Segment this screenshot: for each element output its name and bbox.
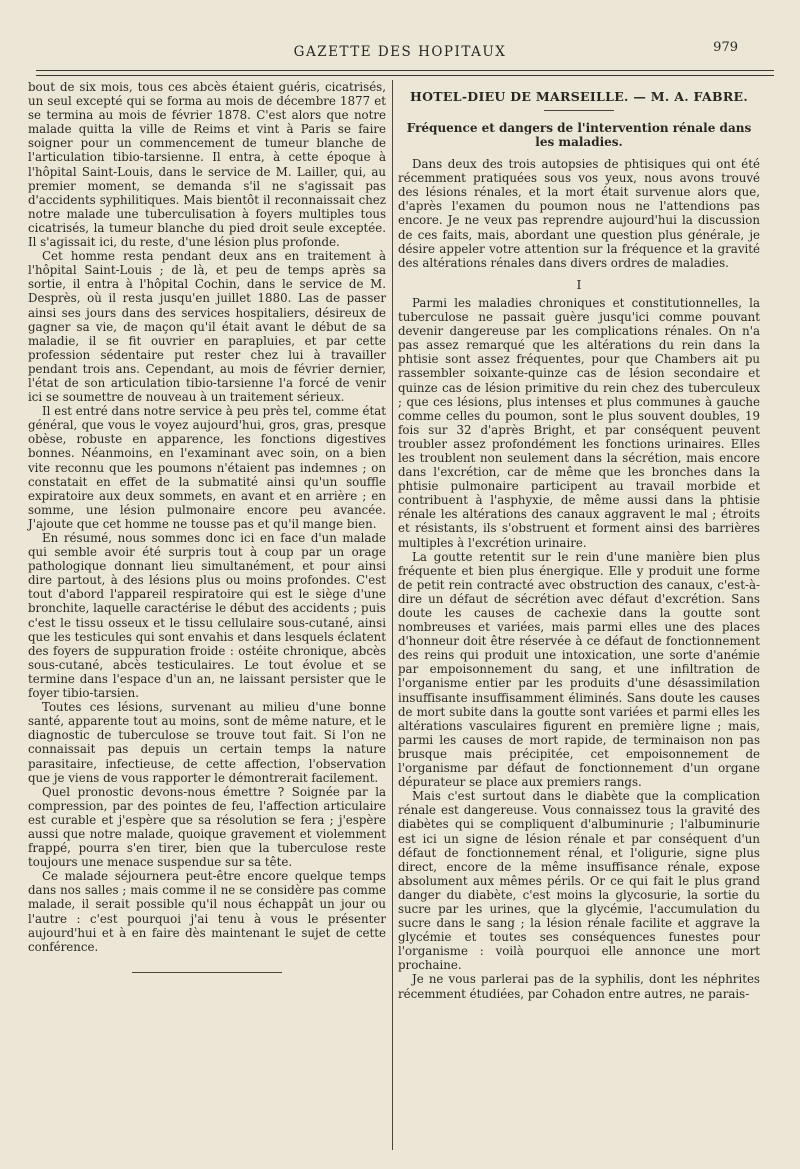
left-paragraph-7: Ce malade séjournera peut-être encore quelque temps dans nos salles ; mais comme il ne se considère pas comme malade, il serait possible qu'il nous échappât un jour ou l'autre : c'est pourquoi j'ai tenu à vous le présenter aujourd'hui et à en faire dès maintenant le sujet de cette conférence. <box>28 869 386 954</box>
article-title: HOTEL-DIEU DE MARSEILLE. — M. A. FABRE. <box>410 89 748 104</box>
right-paragraph-4: Je ne vous parlerai pas de la syphilis, dont les néphrites récemment étudiées, par Cohadon entre autres, ne parais- <box>398 972 760 1001</box>
page-number: 979 <box>713 40 738 55</box>
title-rule <box>544 110 614 111</box>
left-paragraph-5: Toutes ces lésions, survenant au milieu d'une bonne santé, apparente tout au moins, sont de même nature, et le diagnostic de tuberculose se trouve tout fait. Si l'on ne connaissait pas depuis un certain temps la nature parasitaire, infectieuse, de cette affection, l'observation que je viens de vous rapporter le démontrerait facilement. <box>28 700 386 785</box>
left-paragraph-2: Cet homme resta pendant deux ans en traitement à l'hôpital Saint-Louis ; de là, et peu de temps après sa sortie, il entra à l'hôpital Cochin, dans le service de M. Desprès, où il resta jusqu'en juillet 1880. Las de passer ainsi ses jours dans des services hospitaliers, désireux de gagner sa vie, de maçon qu'il était avant le début de sa maladie, il se fit ouvrier en parapluies, et par cette profession sédentaire put rester chez lui à travailler pendant trois ans. Cependant, au mois de février dernier, l'état de son articulation tibio-tarsienne l'a forcé de venir ici se soumettre de nouveau à un traitement sérieux. <box>28 249 386 405</box>
left-column <box>28 80 386 973</box>
article-end-rule <box>132 972 282 973</box>
section-numeral: I <box>576 276 582 292</box>
right-paragraph-1: Parmi les maladies chroniques et constitutionnelles, la tuberculose ne passait guère jusqu'ici comme pouvant devenir dangereuse par les complications rénales. On n'a pas assez remarqué que les altérations du rein dans la phtisie sont assez fréquentes, pour que Chambers ait pu rassembler soixante-quinze cas de lésion secondaire et quinze cas de lésion primitive du rein chez des tuberculeux ; que ces lésions, plus intenses et plus communes à gauche comme celles du poumon, sont le plus souvent doubles, 19 fois sur 32 d'après Bright, et par conséquent peuvent troubler assez profondément les fonctions urinaires. Elles les troublent non seulement dans la sécrétion, mais encore dans l'excrétion, car de même que les bronches dans la phtisie pulmonaire participent au travail morbide et contribuent à l'asphyxie, de même aussi dans la phtisie rénale les altérations des canaux aggravent le mal ; étroits et résistants, ils s'obstruent et forment ainsi des barrières multiples à l'excrétion urinaire. <box>398 295 760 550</box>
left-paragraph-6: Quel pronostic devons-nous émettre ? Soignée par la compression, par des pointes de feu, l'affection articulaire est curable et j'espère que sa résolution se fera ; j'espère aussi que notre malade, quoique gravement et violemment frappé, pourra s'en tirer, bien que la tuberculose reste toujours une menace suspendue sur sa tête. <box>28 784 386 870</box>
left-paragraph-1: bout de six mois, tous ces abcès étaient guéris, cicatrisés, un seul excepté qui se forma au mois de décembre 1877 et se termina au mois de février 1878. C'est alors que notre malade quitta la ville de Reims et vint à Paris se faire soigner pour un commencement de tumeur blanche de l'articulation tibio-tarsienne. Il entra, à cette époque à l'hôpital Saint-Louis, dans le service de M. Lailler, qui, au premier moment, se demanda s'il ne s'agissait pas d'accidents syphilitiques. Mais bientôt il reconnaissait chez notre malade une tuberculisation à foyers multiples tous cicatrisés, la tumeur blanche du pied droit seule exceptée. Il s'agissait ici, du reste, d'une lésion plus profonde. <box>28 80 386 250</box>
article-subtitle: Fréquence et dangers de l'intervention rénale dans les maladies. <box>406 121 752 150</box>
running-head <box>0 40 800 66</box>
right-paragraph-2: La goutte retentit sur le rein d'une manière bien plus fréquente et bien plus énergique. Elle y produit une forme de petit rein contracté avec obstruction des canaux, c'est-à-dire un défaut de sécrétion avec défaut d'excrétion. Sans doute les causes de cachexie dans la goutte sont nombreuses et variées, mais parmi elles une des places d'honneur doit être réservée à ce défaut de fonctionnement des reins qui produit une intoxication, une sorte d'anémie par empoisonnement du sang, et une infiltration de l'organisme entier par les produits d'une désassimilation insuffisante insuffisamment éliminés. Sans doute les causes de mort subite dans la goutte sont variées et parmi elles les altérations vasculaires figurent en première ligne ; mais, parmi les causes de mort rapide, de terminaison non pas brusque mais précipitée, cet empoisonnement de l'organisme par défaut de fonctionnement d'un organe dépurateur se place aux premiers rangs. <box>398 549 760 790</box>
left-paragraph-3: Il est entré dans notre service à peu près tel, comme état général, que vous le voyez aujourd'hui, gros, gras, presque obèse, robuste en apparence, les fonctions digestives bonnes. Néanmoins, en l'examinant avec soin, on a bien vite reconnu que les poumons n'étaient pas indemnes ; on constatait en effet de la submatité ainsi qu'un souffle expiratoire aux deux sommets, en avant et en arrière ; en somme, une lésion pulmonaire encore peu avancée. J'ajoute que cet homme ne tousse pas et qu'il mange bien. <box>28 404 386 531</box>
right-paragraph-3: Mais c'est surtout dans le diabète que la complication rénale est dangereuse. Vous connaissez tous la gravité des diabètes qui se compliquent d'albuminurie ; l'albuminurie est ici un signe de lésion rénale et par conséquent d'un défaut de fonctionnement rénal, et l'oligurie, signe plus direct, encore de la même insuffisance rénale, expose absolument aux mêmes périls. Or ce qui fait le plus grand danger du diabète, c'est moins la glycosurie, la sortie du sucre par les urines, que la glycémie, l'accumulation du sucre dans le sang ; la lésion rénale facilite et aggrave la glycémie et toutes ses conséquences funestes pour l'organisme : voilà pourquoi elle annonce une mort prochaine. <box>398 789 760 973</box>
column-divider <box>392 80 393 1150</box>
right-intro-paragraph: Dans deux des trois autopsies de phtisiques qui ont été récemment pratiquées sous vos yeux, nous avons trouvé des lésions rénales, et la mort était survenue alors que, d'après l'examen du poumon nous ne l'attendions pas encore. Je ne veux pas reprendre aujourd'hui la discussion de ces faits, mais, abordant une question plus générale, je désire appeler votre attention sur la fréquence et la gravité des altérations rénales dans divers ordres de maladies. <box>398 157 760 270</box>
right-column <box>398 80 760 1001</box>
left-paragraph-4: En résumé, nous sommes donc ici en face d'un malade qui semble avoir été surpris tout à coup par un orage pathologique donnant lieu simultanément, et pour ainsi dire partout, à des lésions plus ou moins profondes. C'est tout d'abord l'appareil respiratoire qui est le siège d'une bronchite, laquelle caractérise le début des accidents ; puis c'est le tissu osseux et le tissu cellulaire sous-cutané, ainsi que les testicules qui sont envahis et dans lesquels éclatent des foyers de suppuration froide : ostéite chronique, abcès sous-cutané, abcès testiculaires. Le tout évolue et se termine dans l'espace d'un an, ne laissant persister que le foyer tibio-tarsien. <box>28 531 386 701</box>
running-title: GAZETTE DES HOPITAUX <box>293 44 507 60</box>
header-double-rule <box>36 70 774 76</box>
